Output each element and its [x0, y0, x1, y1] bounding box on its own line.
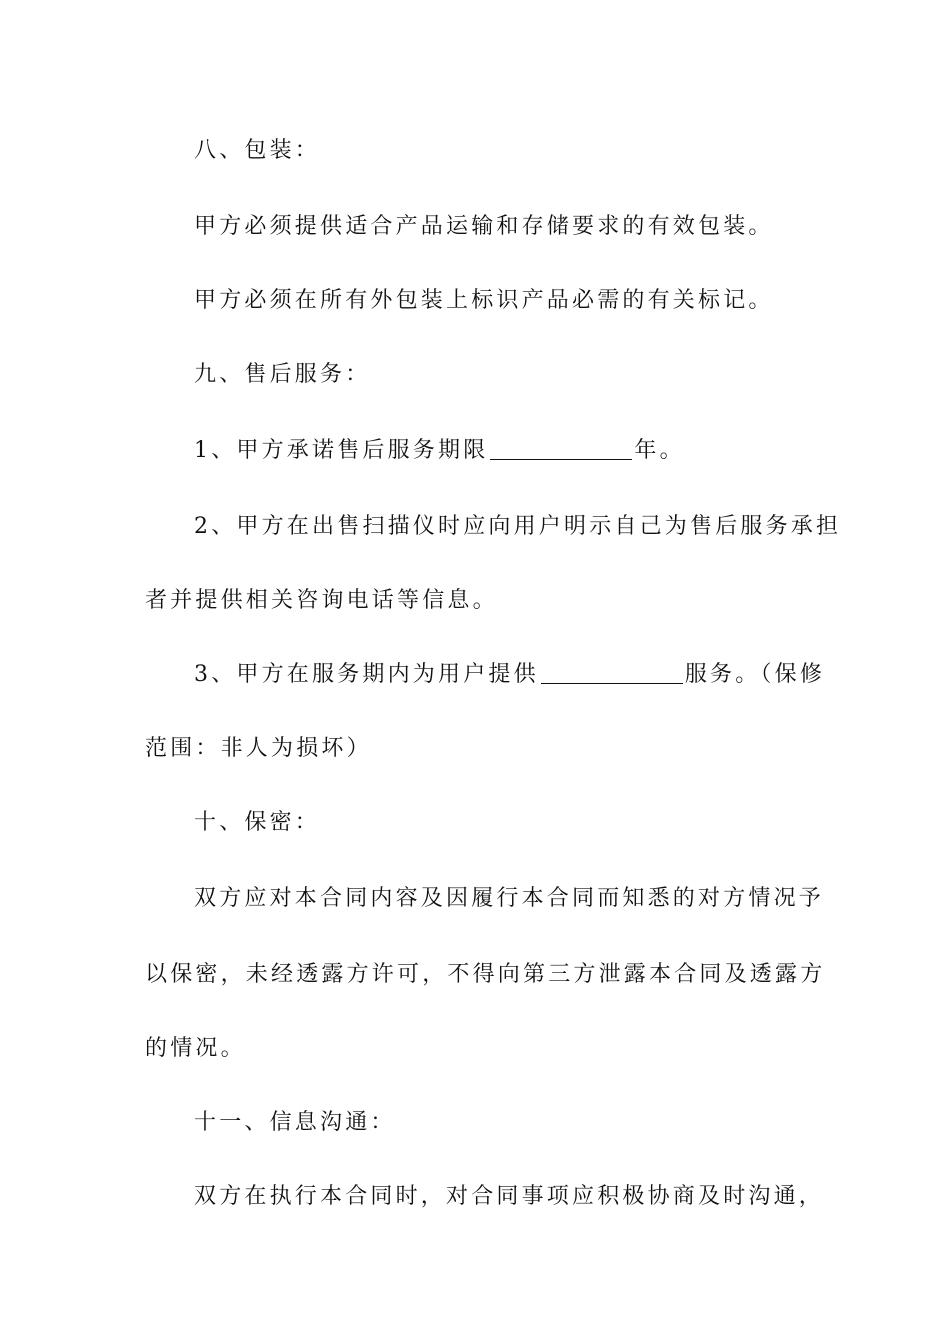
section-heading-packaging: 八、包装： [194, 138, 321, 163]
paragraph-continuation: 范围：非人为损坏） [145, 736, 372, 761]
fill-in-blank [541, 661, 683, 684]
section-heading-communication: 十一、信息沟通： [194, 1110, 396, 1135]
text-segment: 服务。（保修 [684, 662, 826, 687]
text-segment: 年。 [634, 438, 685, 463]
paragraph-service-period [194, 434, 864, 468]
section-heading-after-sales: 九、售后服务： [194, 362, 371, 387]
paragraph-continuation: 以保密，未经透露方许可，不得向第三方泄露本合同及透露方 [145, 962, 826, 987]
paragraph-continuation: 的情况。 [145, 1036, 246, 1061]
paragraph: 2、甲方在出售扫描仪时应向用户明示自己为售后服务承担 [194, 514, 842, 539]
fill-in-blank [490, 437, 632, 460]
section-heading-confidentiality: 十、保密： [194, 810, 321, 835]
paragraph: 甲方必须提供适合产品运输和存储要求的有效包装。 [194, 214, 774, 239]
paragraph-service-content [194, 658, 864, 692]
text-segment: 3、甲方在服务期内为用户提供 [194, 662, 539, 687]
paragraph: 双方应对本合同内容及因履行本合同而知悉的对方情况予 [194, 886, 825, 911]
paragraph: 甲方必须在所有外包装上标识产品必需的有关标记。 [194, 288, 774, 313]
paragraph: 双方在执行本合同时，对合同事项应积极协商及时沟通， [194, 1184, 825, 1209]
text-segment: 1、甲方承诺售后服务期限 [194, 438, 489, 463]
paragraph-continuation: 者并提供相关咨询电话等信息。 [145, 588, 498, 613]
